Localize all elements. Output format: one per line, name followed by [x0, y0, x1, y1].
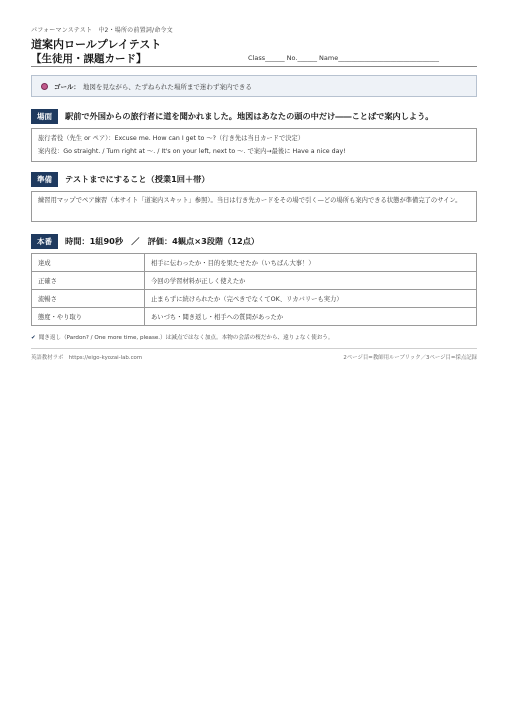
student-info-line: Class______ No.______ Name_______________________________	[248, 54, 439, 62]
table-row	[32, 254, 477, 272]
footer-divider	[31, 348, 477, 349]
table-row	[32, 272, 477, 290]
description-cell: 今回の学習材料が正しく使えたか	[145, 272, 477, 290]
rubric-table	[31, 253, 477, 326]
goal-label: ゴール：	[54, 82, 80, 91]
target-icon	[41, 83, 48, 90]
prep-title: テストまでにすること（授業1回＋帯）	[65, 174, 210, 184]
prep-box	[31, 191, 477, 222]
criterion-cell: 流暢さ	[32, 290, 145, 308]
main-heading	[31, 234, 259, 249]
description-cell: あいづち・聞き返し・相手への質問があったか	[145, 308, 477, 326]
note-text: 聞き返し（Pardon? / One more time, please.）は減点ではなく加点。本物の会話の桜だから、遠りょなく使おう。	[38, 335, 334, 341]
page-subtitle: 【生徒用・課題カード】	[31, 53, 147, 65]
criterion-cell: 正確さ	[32, 272, 145, 290]
scene-tag: 場面	[31, 109, 58, 124]
goal-text: 地図を見ながら、たずねられた場所まで迷わず案内できる	[82, 82, 252, 91]
main-tag: 本番	[31, 234, 58, 249]
scene-title: 駅前で外国からの旅行者に道を聞かれました。地図はあなたの頭の中だけ――ことばで案内しよう。	[65, 111, 434, 121]
table-row	[32, 290, 477, 308]
footer-pages: 2ページ目=教師用ルーブリック／3ページ目=採点記録	[343, 355, 477, 361]
note-line	[31, 333, 333, 341]
scene-line-guide: 案内役：Go straight. / Turn right at ～. / It's on your left, next to ～. で案内→最後に Have a nice day!	[38, 148, 346, 155]
prep-text: 練習用マップでペア練習（本サイト「道案内スキット」参照）。当日は行き先カードをその場で引く—どの場所も案内できる状態が準備完了のサイン。	[38, 197, 462, 204]
scene-heading	[31, 109, 433, 124]
scene-box	[31, 128, 477, 162]
description-cell: 相手に伝わったか・目的を果たせたか（いちばん大事！）	[145, 254, 477, 272]
prep-tag: 準備	[31, 172, 58, 187]
prep-heading	[31, 172, 210, 187]
criterion-cell: 達成	[32, 254, 145, 272]
header-subtitle: パフォーマンステスト 中2・場所の前置詞/命令文	[31, 27, 173, 34]
goal-box	[31, 75, 477, 97]
main-title: 時間：1組90秒 ／ 評価：4観点×3段階（12点）	[65, 236, 260, 246]
header-divider	[31, 66, 477, 67]
criterion-cell: 態度・やり取り	[32, 308, 145, 326]
table-row	[32, 308, 477, 326]
scene-line-traveler: 旅行者役（先生 or ペア）：Excuse me. How can I get to ～?（行き先は当日カードで決定）	[38, 135, 305, 142]
description-cell: 止まらずに続けられたか（完ぺきでなくてOK、リカバリーも実力）	[145, 290, 477, 308]
checkmark-icon: ✔	[31, 335, 36, 341]
page-title: 道案内ロールプレイテスト	[31, 38, 162, 51]
footer-site: 英語教材ラボ https://eigo-kyozai-lab.com	[31, 355, 143, 361]
